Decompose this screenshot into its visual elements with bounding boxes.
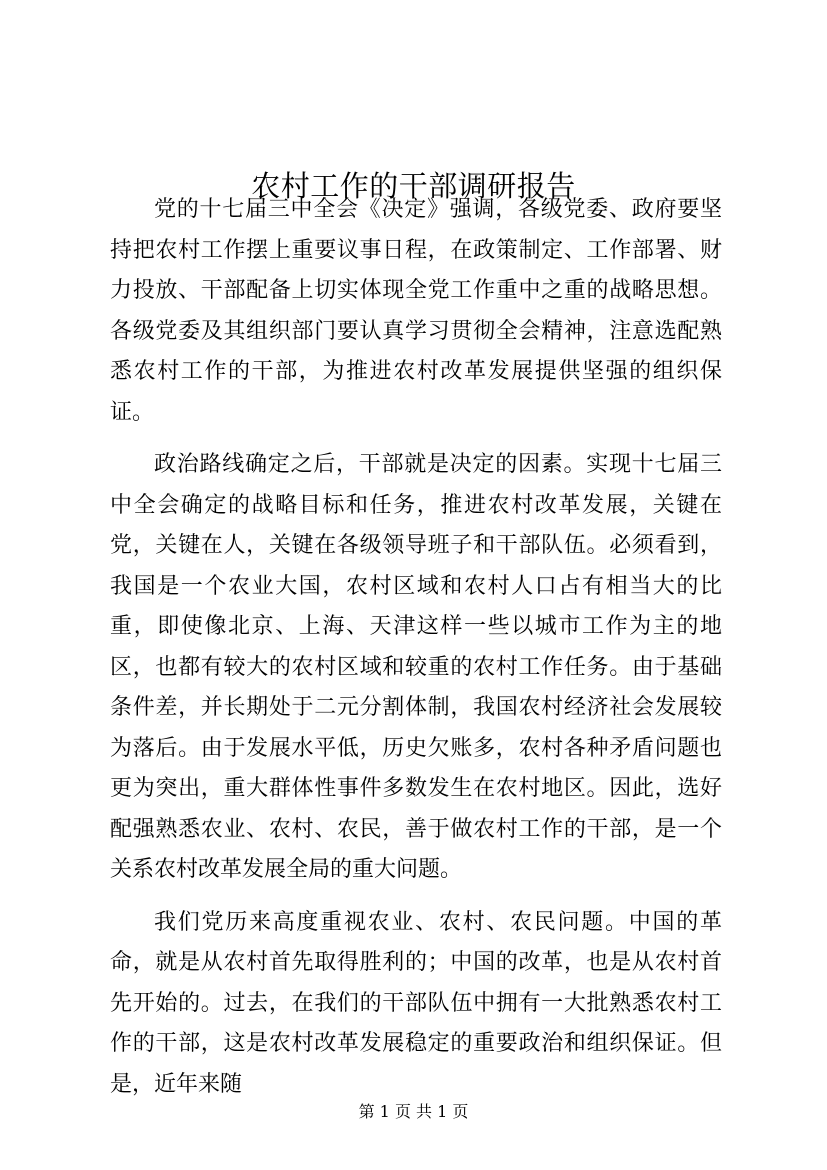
document-body bbox=[110, 190, 722, 1117]
paragraph-3: 我们党历来高度重视农业、农村、农民问题。中国的革命，就是从农村首先取得胜利的；中国的改革，也是从农村首先开始的。过去，在我们的干部队伍中拥有一大批熟悉农村工作的干部，这是农村改革发展稳定的重要政治和组织保证。但是，近年来随 bbox=[110, 909, 722, 1097]
document-title: 农村工作的干部调研报告 bbox=[251, 169, 576, 204]
paragraph-1: 党的十七届三中全会《决定》强调，各级党委、政府要坚持把农村工作摆上重要议事日程，在政策制定、工作部署、财力投放、干部配备上切实体现全党工作重中之重的战略思想。各级党委及其组织部门要认真学习贯彻全会精神，注意选配熟悉农村工作的干部，为推进农村改革发展提供坚强的组织保证。 bbox=[110, 197, 722, 425]
paragraph-2: 政治路线确定之后，干部就是决定的因素。实现十七届三中全会确定的战略目标和任务，推进农村改革发展，关键在党，关键在人，关键在各级领导班子和干部队伍。必须看到，我国是一个农业大国，农村区域和农村人口占有相当大的比重，即使像北京、上海、天津这样一些以城市工作为主的地区，也都有较大的农村区域和较重的农村工作任务。由于基础条件差，并长期处于二元分割体制，我国农村经济社会发展较为落后。由于发展水平低，历史欠账多，农村各种矛盾问题也更为突出，重大群体性事件多数发生在农村地区。因此，选好配强熟悉农业、农村、农民，善于做农村工作的干部，是一个关系农村改革发展全局的重大问题。 bbox=[110, 452, 722, 882]
page-footer: 第 1 页 共 1 页 bbox=[358, 1102, 469, 1121]
